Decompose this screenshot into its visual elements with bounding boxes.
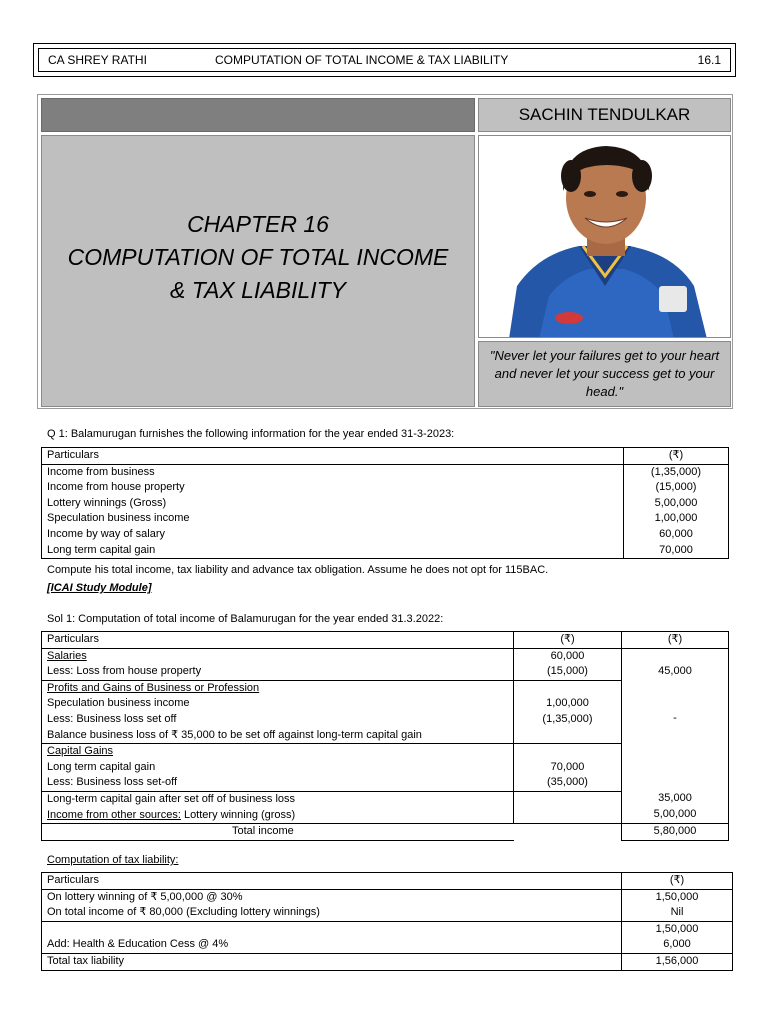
q1-table <box>41 447 729 559</box>
table-header-cell: (₹) <box>622 632 729 649</box>
row-value: (1,35,000) <box>542 712 593 725</box>
portrait-image <box>479 136 731 338</box>
table-row <box>42 744 729 792</box>
table-cell <box>622 824 729 841</box>
table-header-cell: (₹) <box>624 448 729 465</box>
chapter-title-line1: COMPUTATION OF TOTAL INCOME <box>67 244 449 270</box>
row-label: Speculation business income <box>47 512 190 525</box>
solution-table <box>41 631 729 841</box>
table-row <box>42 824 729 841</box>
section-label-other-sources: Income from other sources: <box>47 808 181 821</box>
row-value: 1,50,000 <box>655 890 699 903</box>
table-cell <box>624 464 729 559</box>
row-total: - <box>673 712 677 725</box>
table-cell <box>622 791 729 823</box>
row-label: Long term capital gain <box>47 543 156 556</box>
table-cell <box>622 680 729 743</box>
table-cell <box>514 791 622 823</box>
row-value: 70,000 <box>550 760 585 773</box>
row-value: Nil <box>670 906 684 919</box>
quote-box: "Never let your failures get to your heart and never let your success get to your head." <box>478 341 731 407</box>
row-value: (1,35,000) <box>650 465 702 478</box>
row-label: Long-term capital gain after set off of business loss <box>47 792 296 805</box>
chapter-number: CHAPTER 16 <box>187 211 329 237</box>
row-label: On total income of ₹ 80,000 (Excluding lottery winnings) <box>47 906 320 919</box>
row-total: 5,00,000 <box>653 808 697 821</box>
table-cell <box>622 953 733 970</box>
table-cell <box>622 921 733 953</box>
solution-heading: Sol 1: Computation of total income of Balamurugan for the year ended 31.3.2022: <box>47 613 444 625</box>
row-total: 35,000 <box>658 792 692 805</box>
table-header-cell: (₹) <box>514 632 622 649</box>
row-value: 1,50,000 <box>655 922 699 935</box>
tax-heading: Computation of tax liability: <box>47 854 179 866</box>
person-name: SACHIN TENDULKAR <box>478 98 731 132</box>
banner-top-bar <box>41 98 475 132</box>
row-label: Income from business <box>47 465 155 478</box>
table-row <box>42 648 729 680</box>
source-reference: [ICAI Study Module] <box>47 582 152 594</box>
row-label: Income by way of salary <box>47 527 165 540</box>
instruction-text: Compute his total income, tax liability and advance tax obligation. Assume he does not opt for 115BAC. <box>47 564 549 576</box>
header-title: COMPUTATION OF TOTAL INCOME & TAX LIABILITY <box>215 53 509 67</box>
section-label-capital-gains: Capital Gains <box>47 745 114 758</box>
row-value: 60,000 <box>659 527 693 540</box>
table-cell <box>622 889 733 921</box>
table-cell <box>42 464 624 559</box>
total-income-value: 5,80,000 <box>653 825 697 838</box>
table-cell <box>42 921 622 953</box>
row-value: 1,00,000 <box>546 697 589 710</box>
table-cell <box>42 680 514 743</box>
table-row <box>42 953 733 970</box>
page-header <box>33 43 736 77</box>
table-cell <box>42 648 514 680</box>
table-row <box>42 873 733 890</box>
table-row <box>42 632 729 649</box>
table-cell <box>514 648 622 680</box>
row-value: 1,56,000 <box>655 954 699 967</box>
row-value: 6,000 <box>663 938 691 951</box>
question-text: Q 1: Balamurugan furnishes the following information for the year ended 31-3-2023: <box>47 428 455 440</box>
table-cell <box>622 744 729 792</box>
header-page-number: 16.1 <box>697 53 721 67</box>
header-author: CA SHREY RATHI <box>48 53 147 67</box>
row-label: Add: Health & Education Cess @ 4% <box>47 938 229 951</box>
tax-table <box>41 872 733 971</box>
table-cell <box>514 744 622 792</box>
table-header-cell: Particulars <box>42 873 622 890</box>
row-value: (35,000) <box>547 776 588 789</box>
table-cell <box>42 889 622 921</box>
row-total: 45,000 <box>658 665 692 678</box>
table-header-cell: Particulars <box>42 632 514 649</box>
chapter-title-line2: & TAX LIABILITY <box>170 277 346 303</box>
table-row <box>42 464 729 559</box>
table-cell <box>514 824 622 841</box>
person-photo <box>478 135 731 338</box>
row-label: On lottery winning of ₹ 5,00,000 @ 30% <box>47 890 243 903</box>
row-label: Balance business loss of ₹ 35,000 to be set off against long-term capital gain <box>47 728 422 741</box>
table-cell <box>42 791 514 823</box>
table-cell <box>42 824 514 841</box>
row-value: 60,000 <box>550 649 585 662</box>
row-label: Long term capital gain <box>47 760 156 773</box>
row-label: Speculation business income <box>47 697 190 710</box>
table-header-cell: (₹) <box>622 873 733 890</box>
table-row <box>42 448 729 465</box>
table-row <box>42 889 733 921</box>
row-label: Less: Business loss set-off <box>47 776 178 789</box>
page-header-inner <box>38 48 731 72</box>
row-label: Total tax liability <box>47 954 125 967</box>
table-row <box>42 791 729 823</box>
row-value: 5,00,000 <box>654 496 698 509</box>
table-row <box>42 680 729 743</box>
table-cell <box>42 953 622 970</box>
total-income-label: Total income <box>232 825 294 838</box>
row-label: Less: Business loss set off <box>47 712 177 725</box>
row-value: (15,000) <box>547 665 588 678</box>
section-label-salaries: Salaries <box>47 649 87 662</box>
table-cell <box>42 744 514 792</box>
row-value: 70,000 <box>659 543 693 556</box>
row-label: Lottery winnings (Gross) <box>47 496 167 509</box>
row-value: 1,00,000 <box>654 512 698 525</box>
row-label: Less: Loss from house property <box>47 665 202 678</box>
section-label-pgbp: Profits and Gains of Business or Profession <box>47 681 260 694</box>
row-value: (15,000) <box>655 481 697 494</box>
table-cell <box>514 680 622 743</box>
chapter-title-block <box>41 135 475 407</box>
chapter-banner <box>37 94 733 409</box>
table-row <box>42 921 733 953</box>
row-label: Income from house property <box>47 481 185 494</box>
table-header-cell: Particulars <box>42 448 624 465</box>
table-cell <box>622 648 729 680</box>
row-label: Lottery winning (gross) <box>180 808 296 821</box>
